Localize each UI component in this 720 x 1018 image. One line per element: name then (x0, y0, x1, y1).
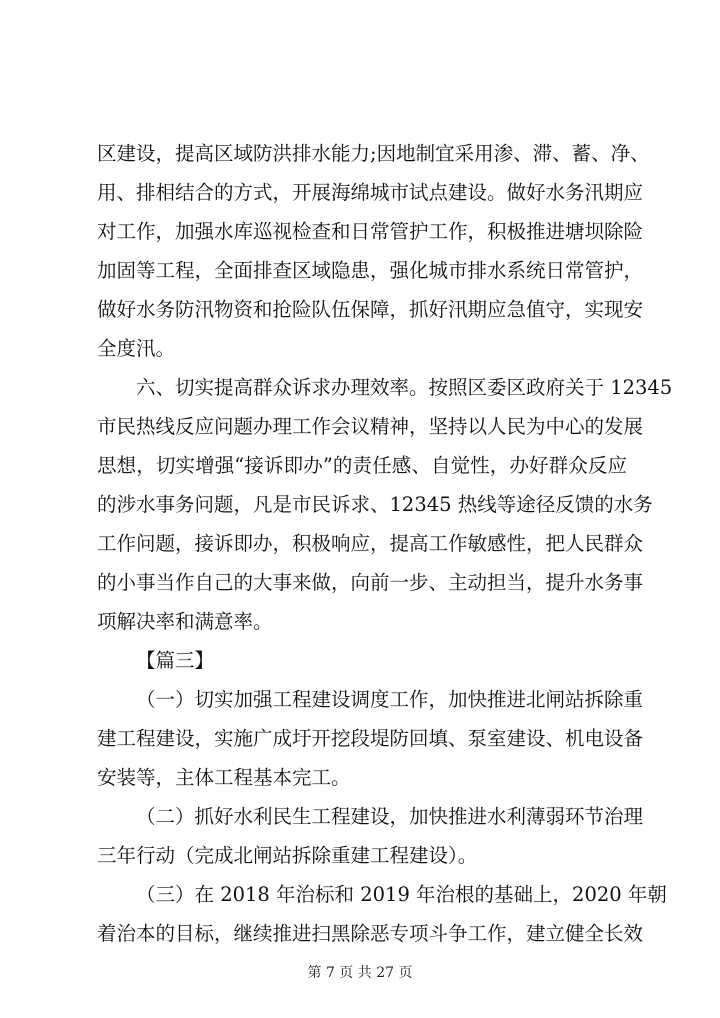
text-line: 安装等，主体工程基本完工。 (97, 766, 351, 789)
page-number: 第 7 页 共 27 页 (307, 965, 413, 981)
text-line: 用、排相结合的方式，开展海绵城市试点建设。做好水务汛期应 (97, 181, 644, 204)
text-line: （一）切实加强工程建设调度工作，加快推进北闸站拆除重 (136, 688, 644, 711)
text-line: 工作问题，接诉即办，积极响应，提高工作敏感性，把人民群众 (97, 532, 644, 555)
text-line: 三年行动（完成北闸站拆除重建工程建设）。 (97, 844, 478, 867)
text-line: （三）在 2018 年治标和 2019 年治根的基础上，2020 年朝 (136, 883, 667, 906)
text-line: 市民热线反应问题办理工作会议精神，坚持以人民为中心的发展 (97, 415, 644, 438)
text-line: 建工程建设，实施广成圩开挖段堤防回填、泵室建设、机电设备 (97, 727, 644, 750)
text-line: 加固等工程，全面排查区域隐患，强化城市排水系统日常管护， (97, 259, 644, 282)
section-heading: 【篇三】 (136, 649, 215, 672)
text-line: 区建设，提高区域防洪排水能力;因地制宜采用渗、滞、蓄、净、 (97, 142, 650, 165)
text-line: 六、切实提高群众诉求办理效率。按照区委区政府关于 12345 (136, 376, 673, 399)
text-line: 项解决率和满意率。 (97, 610, 273, 633)
text-line: 对工作，加强水库巡视检查和日常管护工作，积极推进塘坝除险 (97, 220, 644, 243)
text-line: 的涉水事务问题，凡是市民诉求、12345 热线等途径反馈的水务 (97, 493, 653, 516)
text-line: 着治本的目标，继续推进扫黑除恶专项斗争工作，建立健全长效 (97, 922, 644, 945)
text-line: 全度汛。 (97, 337, 176, 360)
text-line: 的小事当作自己的大事来做，向前一步、主动担当，提升水务事 (97, 571, 644, 594)
text-line: 做好水务防汛物资和抢险队伍保障，抓好汛期应急值守，实现安 (97, 298, 644, 321)
text-line: （二）抓好水利民生工程建设，加快推进水利薄弱环节治理 (136, 805, 644, 828)
text-line: 思想，切实增强“接诉即办”的责任感、自觉性，办好群众反应 (97, 454, 627, 477)
